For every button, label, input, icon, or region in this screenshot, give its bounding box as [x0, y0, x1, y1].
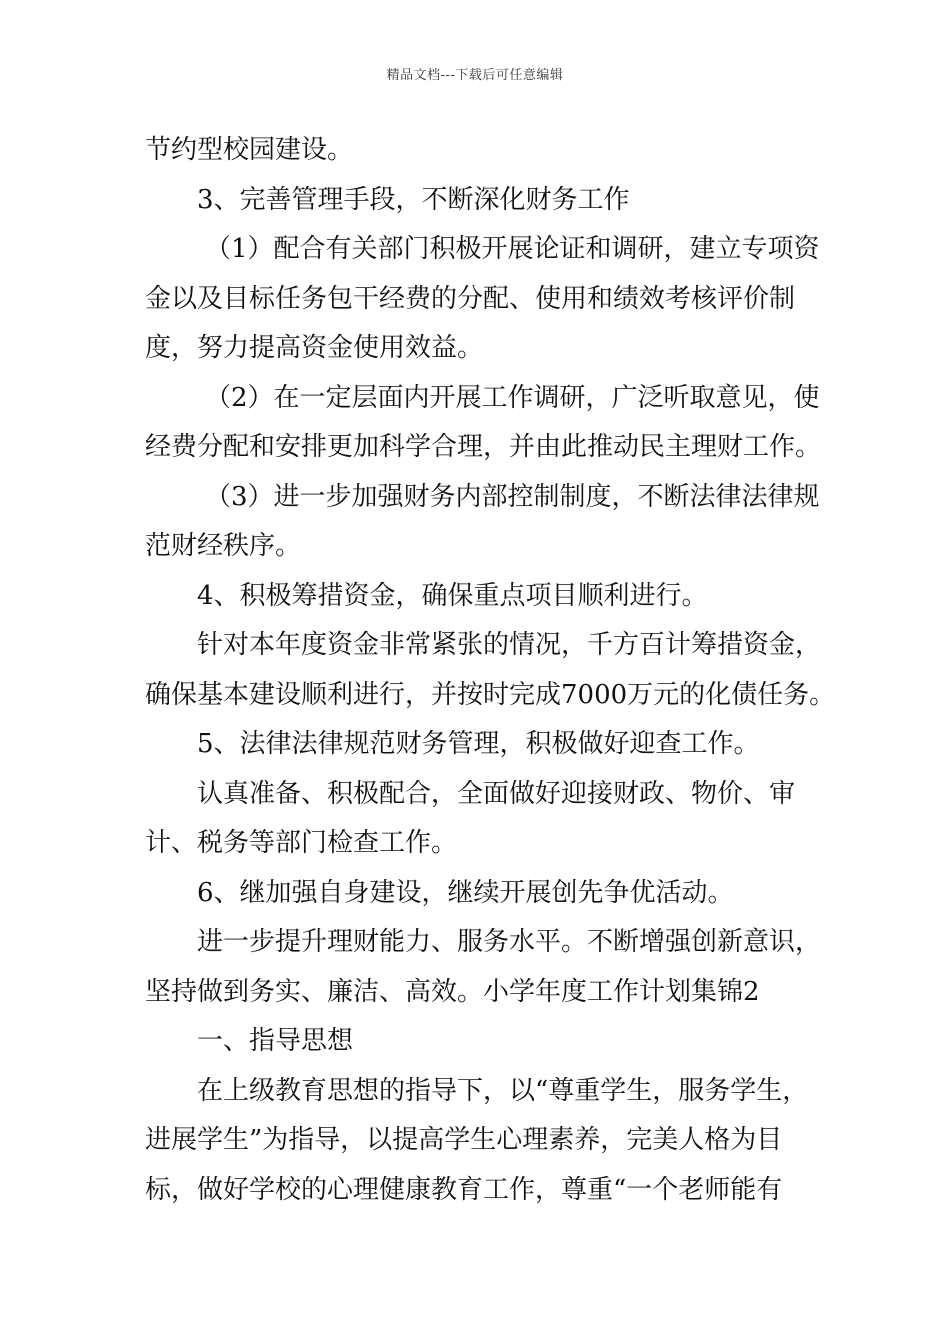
text-line: 计、税务等部门检查工作。 — [145, 828, 458, 858]
section-heading — [145, 720, 815, 770]
section-heading — [145, 869, 815, 919]
paragraph — [145, 621, 836, 720]
text-line: 3、完善管理手段，不断深化财务工作 — [197, 184, 630, 215]
page-header: 精品文档---下载后可任意编辑 — [386, 68, 564, 83]
text-line: （3）进一步加强财务内部控制制度，不断法律法律规 — [205, 481, 820, 512]
paragraph — [145, 126, 815, 176]
text-line: 5、法律法律规范财务管理，积极做好迎查工作。 — [197, 729, 760, 759]
section-heading — [145, 572, 815, 622]
text-line: 金以及目标任务包干经费的分配、使用和绩效考核评价制 — [145, 283, 796, 314]
text-line: 标，做好学校的心理健康教育工作，尊重“一个老师能有 — [145, 1174, 783, 1205]
paragraph — [145, 770, 815, 869]
text-line: 经费分配和安排更加科学合理，并由此推动民主理财工作。 — [145, 432, 822, 462]
paragraph — [145, 918, 822, 1017]
paragraph — [145, 1067, 815, 1216]
text-line: （1）配合有关部门积极开展论证和调研，建立专项资 — [205, 234, 820, 264]
text-line: 确保基本建设顺利进行，并按时完成7000万元的化债任务。 — [145, 679, 836, 710]
text-line: 节约型校园建设。 — [145, 135, 354, 165]
text-line: 进一步提升理财能力、服务水平。不断增强创新意识， — [197, 927, 822, 957]
paragraph — [145, 225, 820, 374]
text-line: 度，努力提高资金使用效益。 — [145, 333, 484, 363]
text-line: 4、积极筹措资金，确保重点项目顺利进行。 — [197, 580, 708, 611]
text-line: 认真准备、积极配合，全面做好迎接财政、物价、审 — [197, 778, 796, 809]
text-line: 坚持做到务实、廉洁、高效。小学年度工作计划集锦2 — [145, 976, 760, 1007]
text-line: 针对本年度资金非常紧张的情况，千方百计筹措资金， — [197, 630, 822, 660]
paragraph — [145, 374, 822, 473]
text-line: 在上级教育思想的指导下，以“尊重学生，服务学生， — [197, 1075, 809, 1106]
text-line: 一、指导思想 — [197, 1026, 354, 1056]
text-line: 进展学生”为指导，以提高学生心理素养，完美人格为目 — [145, 1125, 783, 1155]
text-line: （2）在一定层面内开展工作调研，广泛听取意见，使 — [205, 382, 820, 413]
text-line: 范财经秩序。 — [145, 531, 302, 561]
paragraph — [145, 473, 820, 572]
section-heading — [145, 1017, 815, 1067]
document-body — [145, 126, 836, 1215]
section-heading — [145, 176, 815, 226]
text-line: 6、继加强自身建设，继续开展创先争优活动。 — [197, 877, 734, 908]
